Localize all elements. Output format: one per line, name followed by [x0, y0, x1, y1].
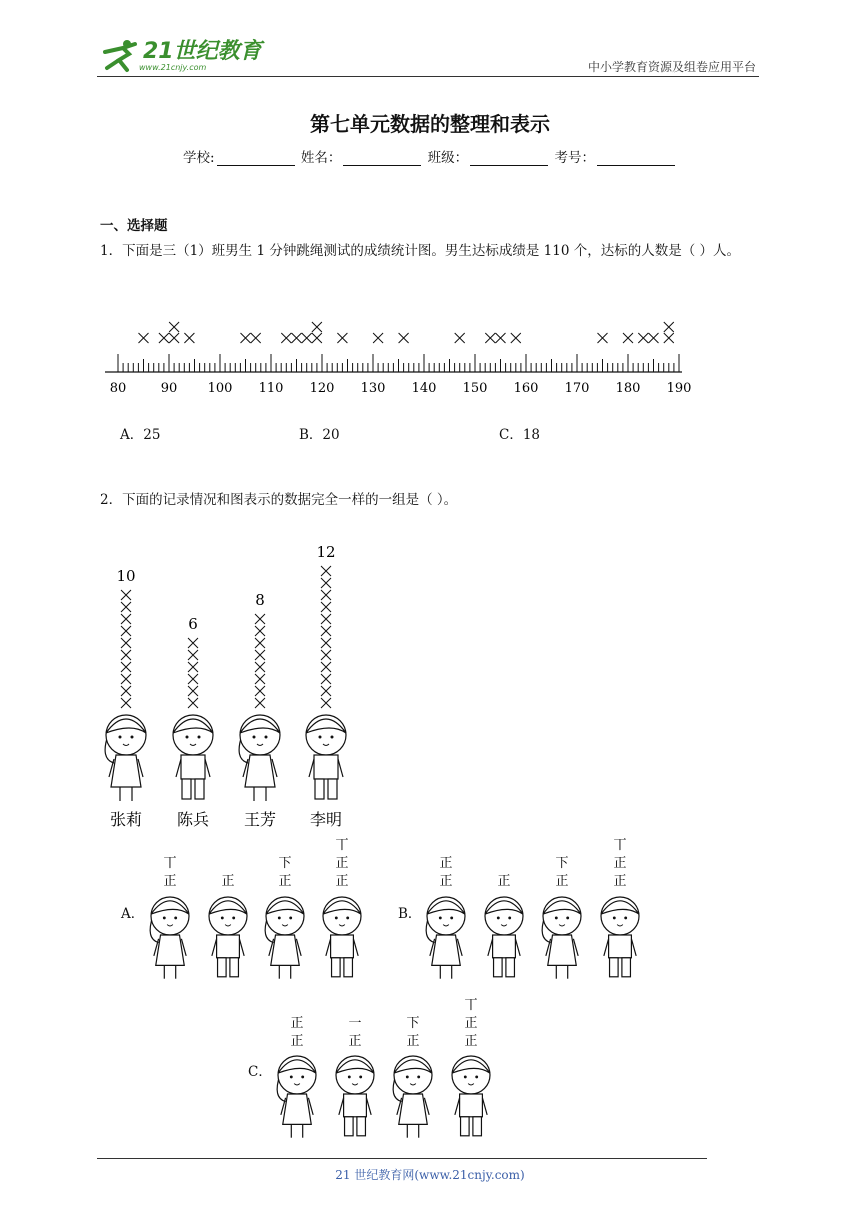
cross-mark	[312, 322, 322, 332]
cross-mark	[664, 322, 674, 332]
count-label: 12	[316, 543, 336, 561]
axis-tick-label: 90	[160, 381, 178, 396]
tally-cross	[188, 650, 198, 660]
axis-tick-label: 140	[411, 381, 437, 396]
boy-figure	[173, 715, 213, 799]
kid-name: 陈兵	[176, 810, 210, 829]
tally-cross	[121, 674, 131, 684]
axis-tick-label: 120	[309, 381, 335, 396]
tally-cross	[121, 686, 131, 696]
tally-mark: 正	[439, 856, 453, 871]
cross-mark	[169, 322, 179, 332]
boy-figure	[306, 715, 346, 799]
school-label: 学校:	[183, 150, 215, 166]
axis-tick-label: 100	[207, 381, 233, 396]
axis-tick-label: 180	[615, 381, 641, 396]
girl-figure	[426, 897, 465, 979]
tally-cross	[188, 698, 198, 708]
axis-tick-label: 130	[360, 381, 386, 396]
cross-mark	[251, 333, 261, 343]
question-2-text: 2．下面的记录情况和图表示的数据完全一样的一组是（ ）。	[100, 492, 458, 508]
tally-cross	[255, 626, 265, 636]
cross-mark	[496, 333, 506, 343]
tally-mark: 正	[439, 874, 453, 889]
tally-cross	[321, 590, 331, 600]
tally-mark: 正	[335, 874, 349, 889]
tally-cross	[188, 638, 198, 648]
jump-rope-dot-plot	[100, 310, 700, 400]
tally-mark: 下	[555, 856, 569, 871]
tally-cross	[255, 698, 265, 708]
name-label: 姓名：	[300, 150, 342, 166]
cross-mark	[511, 333, 521, 343]
tally-cross	[121, 602, 131, 612]
school-blank	[217, 151, 295, 166]
cross-mark	[623, 333, 633, 343]
tally-cross	[321, 698, 331, 708]
exam-no-blank	[597, 151, 675, 166]
tally-mark: 下	[278, 856, 292, 871]
tally-cross	[121, 590, 131, 600]
cross-mark	[312, 333, 322, 343]
girl-figure	[150, 897, 189, 979]
axis-tick-label: 150	[462, 381, 488, 396]
cross-mark	[485, 333, 495, 343]
footer-text: 21 世纪教育网(www.21cnjy.com)	[335, 1168, 525, 1182]
cross-mark	[664, 333, 674, 343]
question-1-text: 1．下面是三（1）班男生 1 分钟跳绳测试的成绩统计图。男生达标成绩是 110 个，达标的人数是（ ）人。	[100, 243, 740, 259]
tally-cross	[121, 698, 131, 708]
tally-cross	[121, 626, 131, 636]
kid-name: 王芳	[243, 810, 277, 829]
tally-mark: 正	[290, 1034, 304, 1049]
axis-tick-label: 170	[564, 381, 590, 396]
tally-cross	[188, 686, 198, 696]
axis-tick-label: 110	[258, 381, 284, 396]
logo-url: www.21cnjy.com	[139, 62, 207, 72]
tally-cross	[321, 674, 331, 684]
tally-cross	[321, 686, 331, 696]
cross-mark	[302, 333, 312, 343]
axis-tick-label: 190	[666, 381, 692, 396]
girl-figure	[277, 1056, 316, 1138]
tally-mark: 正	[163, 874, 177, 889]
tally-cross	[121, 662, 131, 672]
tally-cross	[321, 566, 331, 576]
cross-mark	[638, 333, 648, 343]
platform-name: 中小学教育资源及组卷应用平台	[587, 60, 756, 74]
girl-figure	[542, 897, 581, 979]
header-divider	[97, 76, 759, 77]
tally-cross	[321, 578, 331, 588]
kid-name: 李明	[309, 810, 343, 829]
cross-mark	[337, 333, 347, 343]
tally-mark: 下	[406, 1016, 420, 1031]
tally-mark: 丅	[613, 838, 627, 853]
logo-text: 21世纪教育	[143, 38, 262, 64]
kid-name: 张莉	[109, 810, 143, 829]
cross-mark	[241, 333, 251, 343]
tally-mark: 正	[613, 874, 627, 889]
cross-mark	[169, 333, 179, 343]
name-blank	[343, 151, 421, 166]
cross-mark	[281, 333, 291, 343]
boy-figure	[452, 1056, 490, 1136]
tally-cross	[188, 662, 198, 672]
student-info-line	[0, 146, 860, 166]
cross-mark	[139, 333, 149, 343]
girl-figure	[265, 897, 304, 979]
count-label: 10	[116, 567, 136, 585]
tally-mark: 一	[348, 1016, 362, 1031]
class-blank	[470, 151, 548, 166]
class-label: 班级：	[427, 150, 469, 166]
axis-tick-label: 160	[513, 381, 539, 396]
tally-mark: 正	[278, 874, 292, 889]
tally-cross	[255, 614, 265, 624]
boy-figure	[485, 897, 523, 977]
boy-figure	[209, 897, 247, 977]
q2-option-c[interactable]: C．	[248, 1064, 272, 1080]
footer-divider	[97, 1158, 707, 1159]
tally-cross	[255, 638, 265, 648]
section-heading: 一、选择题	[100, 218, 168, 234]
tally-mark: 丅	[335, 838, 349, 853]
tally-mark: 正	[221, 874, 235, 889]
q1-option-b[interactable]: B．20	[299, 427, 340, 443]
tally-cross	[188, 674, 198, 684]
tally-cross	[321, 626, 331, 636]
exam-no-label: 考号：	[554, 150, 595, 166]
tally-cross	[255, 674, 265, 684]
cross-mark	[292, 333, 302, 343]
page-title: 第七单元数据的整理和表示	[310, 112, 550, 136]
tally-cross	[255, 650, 265, 660]
cross-mark	[159, 333, 169, 343]
count-label: 6	[188, 615, 198, 633]
girl-figure	[105, 715, 146, 801]
cross-mark	[399, 333, 409, 343]
q2-option-a[interactable]: A．	[121, 906, 145, 922]
boy-figure	[323, 897, 361, 977]
tally-mark: 正	[290, 1016, 304, 1031]
girl-figure	[393, 1056, 432, 1138]
tally-cross	[321, 602, 331, 612]
count-label: 8	[255, 591, 265, 609]
tally-cross	[255, 686, 265, 696]
site-logo	[97, 38, 262, 74]
boy-figure	[601, 897, 639, 977]
boy-figure	[336, 1056, 374, 1136]
tally-mark: 正	[555, 874, 569, 889]
tally-cross	[121, 614, 131, 624]
cross-mark	[184, 333, 194, 343]
tally-mark: 正	[464, 1016, 478, 1031]
tally-mark: 正	[497, 874, 511, 889]
cross-mark	[373, 333, 383, 343]
q1-option-a[interactable]: A．25	[120, 427, 161, 443]
tally-cross	[321, 650, 331, 660]
q1-option-c[interactable]: C．18	[499, 427, 541, 443]
tally-cross	[321, 638, 331, 648]
tally-mark: 正	[406, 1034, 420, 1049]
tally-cross	[121, 638, 131, 648]
tally-mark: 丅	[163, 856, 177, 871]
q2-option-b[interactable]: B．	[398, 906, 422, 922]
cross-mark	[649, 333, 659, 343]
tally-cross	[321, 614, 331, 624]
tally-cross	[121, 650, 131, 660]
tally-mark: 正	[464, 1034, 478, 1049]
girl-figure	[239, 715, 280, 801]
tally-mark: 正	[348, 1034, 362, 1049]
tally-mark: 丅	[464, 998, 478, 1013]
runner-logo-icon	[97, 38, 139, 74]
tally-cross	[321, 662, 331, 672]
tally-cross	[255, 662, 265, 672]
tally-mark: 正	[335, 856, 349, 871]
cross-mark	[455, 333, 465, 343]
cross-mark	[598, 333, 608, 343]
tally-mark: 正	[613, 856, 627, 871]
axis-tick-label: 80	[109, 381, 127, 396]
